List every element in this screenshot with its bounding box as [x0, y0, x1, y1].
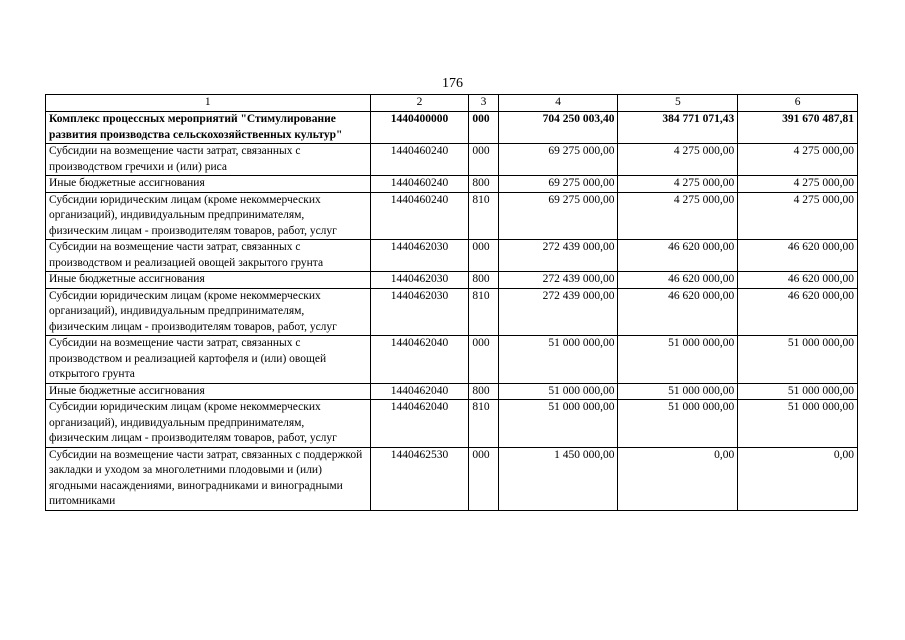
- row-type-cell: 000: [469, 336, 498, 384]
- row-value-col5: 46 620 000,00: [618, 272, 738, 289]
- row-value-col5: 51 000 000,00: [618, 336, 738, 384]
- row-type-cell: 810: [469, 192, 498, 240]
- header-cell: 4: [498, 95, 618, 112]
- row-value-col4: 51 000 000,00: [498, 336, 618, 384]
- row-code-cell: 1440462040: [370, 336, 469, 384]
- row-value-col6: 46 620 000,00: [738, 272, 858, 289]
- row-name-cell: Субсидии на возмещение части затрат, связанных с производством и реализацией картофеля и (или) овощей открытого грунта: [46, 336, 371, 384]
- page-number: 176: [442, 76, 463, 91]
- table-row: [46, 240, 858, 272]
- table-row: [46, 272, 858, 289]
- row-value-col6: 4 275 000,00: [738, 176, 858, 193]
- table-row: [46, 383, 858, 400]
- row-value-col5: 4 275 000,00: [618, 176, 738, 193]
- row-name-cell: Иные бюджетные ассигнования: [46, 272, 371, 289]
- row-type-cell: 000: [469, 240, 498, 272]
- header-cell: 2: [370, 95, 469, 112]
- row-value-col4: 51 000 000,00: [498, 383, 618, 400]
- row-value-col6: 4 275 000,00: [738, 144, 858, 176]
- row-name-cell: Субсидии юридическим лицам (кроме некоммерческих организаций), индивидуальным предпринимателям, физическим лицам - производителям товаров, работ, услуг: [46, 288, 371, 336]
- row-name-cell: Субсидии на возмещение части затрат, связанных с производством и реализацией овощей закрытого грунта: [46, 240, 371, 272]
- header-cell: 1: [46, 95, 371, 112]
- row-value-col6: 46 620 000,00: [738, 288, 858, 336]
- row-value-col4: 69 275 000,00: [498, 144, 618, 176]
- row-type-cell: 810: [469, 288, 498, 336]
- row-value-col4: 51 000 000,00: [498, 400, 618, 448]
- row-type-cell: 800: [469, 176, 498, 193]
- row-value-col6: 4 275 000,00: [738, 192, 858, 240]
- row-code-cell: 1440460240: [370, 192, 469, 240]
- row-value-col4: 1 450 000,00: [498, 447, 618, 510]
- row-code-cell: 1440462030: [370, 272, 469, 289]
- row-value-col5: 46 620 000,00: [618, 288, 738, 336]
- row-value-col6: 46 620 000,00: [738, 240, 858, 272]
- row-value-col5: 51 000 000,00: [618, 383, 738, 400]
- row-type-cell: 800: [469, 272, 498, 289]
- row-name-cell: Субсидии на возмещение части затрат, связанных с поддержкой закладки и уходом за многолетними плодовыми и (или) ягодными насаждениями, виноградниками и виноградными питомниками: [46, 447, 371, 510]
- row-value-col6: 391 670 487,81: [738, 112, 858, 144]
- row-name-cell: Субсидии юридическим лицам (кроме некоммерческих организаций), индивидуальным предпринимателям, физическим лицам - производителям товаров, работ, услуг: [46, 192, 371, 240]
- row-code-cell: 1440400000: [370, 112, 469, 144]
- row-value-col5: 4 275 000,00: [618, 144, 738, 176]
- row-value-col6: 0,00: [738, 447, 858, 510]
- header-cell: 3: [469, 95, 498, 112]
- row-value-col4: 272 439 000,00: [498, 288, 618, 336]
- row-value-col4: 69 275 000,00: [498, 176, 618, 193]
- table-row: [46, 144, 858, 176]
- row-name-cell: Субсидии на возмещение части затрат, связанных с производством гречихи и (или) риса: [46, 144, 371, 176]
- row-type-cell: 810: [469, 400, 498, 448]
- row-value-col4: 704 250 003,40: [498, 112, 618, 144]
- header-row: [46, 95, 858, 112]
- row-code-cell: 1440462030: [370, 240, 469, 272]
- row-value-col5: 51 000 000,00: [618, 400, 738, 448]
- table-row: [46, 192, 858, 240]
- row-code-cell: 1440460240: [370, 176, 469, 193]
- row-type-cell: 800: [469, 383, 498, 400]
- row-value-col4: 272 439 000,00: [498, 240, 618, 272]
- budget-table: [45, 94, 858, 511]
- table-row: [46, 288, 858, 336]
- table-row: [46, 447, 858, 510]
- table-row: [46, 112, 858, 144]
- row-value-col6: 51 000 000,00: [738, 336, 858, 384]
- row-value-col6: 51 000 000,00: [738, 400, 858, 448]
- row-value-col4: 69 275 000,00: [498, 192, 618, 240]
- table-row: [46, 336, 858, 384]
- header-cell: 6: [738, 95, 858, 112]
- row-type-cell: 000: [469, 112, 498, 144]
- row-value-col5: 384 771 071,43: [618, 112, 738, 144]
- row-name-cell: Комплекс процессных мероприятий "Стимулирование развития производства сельскохозяйственных культур": [46, 112, 371, 144]
- row-name-cell: Иные бюджетные ассигнования: [46, 176, 371, 193]
- row-code-cell: 1440462040: [370, 400, 469, 448]
- row-value-col5: 4 275 000,00: [618, 192, 738, 240]
- header-cell: 5: [618, 95, 738, 112]
- row-value-col5: 0,00: [618, 447, 738, 510]
- row-name-cell: Иные бюджетные ассигнования: [46, 383, 371, 400]
- table-row: [46, 400, 858, 448]
- row-code-cell: 1440462040: [370, 383, 469, 400]
- row-code-cell: 1440462530: [370, 447, 469, 510]
- row-value-col4: 272 439 000,00: [498, 272, 618, 289]
- row-type-cell: 000: [469, 447, 498, 510]
- row-name-cell: Субсидии юридическим лицам (кроме некоммерческих организаций), индивидуальным предпринимателям, физическим лицам - производителям товаров, работ, услуг: [46, 400, 371, 448]
- row-value-col5: 46 620 000,00: [618, 240, 738, 272]
- row-type-cell: 000: [469, 144, 498, 176]
- row-code-cell: 1440460240: [370, 144, 469, 176]
- row-code-cell: 1440462030: [370, 288, 469, 336]
- table-row: [46, 176, 858, 193]
- row-value-col6: 51 000 000,00: [738, 383, 858, 400]
